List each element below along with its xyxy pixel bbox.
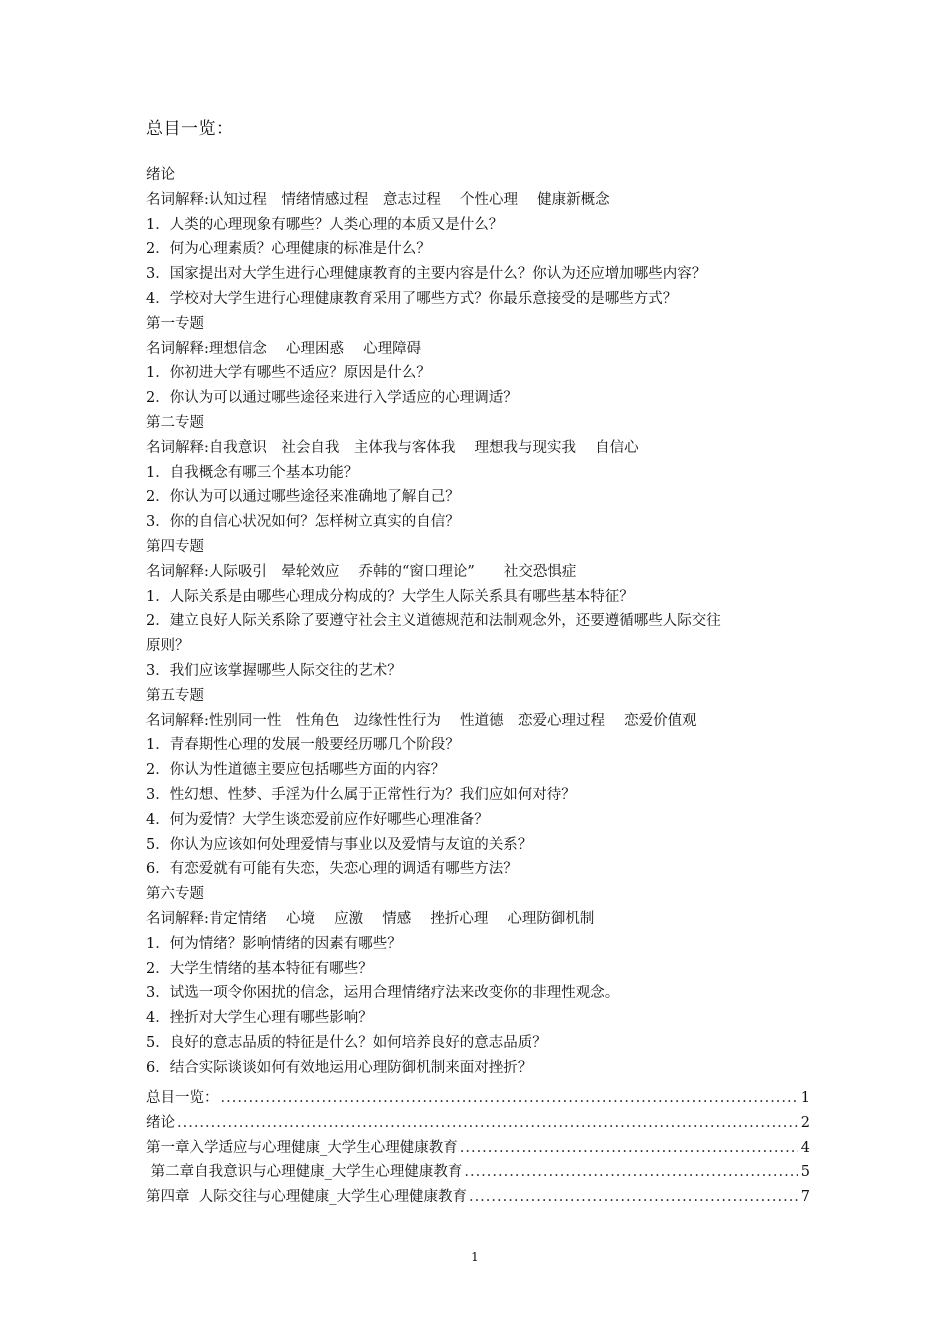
content-line: 3．你的自信心状况如何？怎样树立真实的自信？ <box>146 514 460 531</box>
content-line: 绪论 <box>146 167 175 183</box>
page-title: 总目一览： <box>146 119 234 139</box>
toc-dot-leader <box>177 1111 798 1136</box>
content-line: 第四专题 <box>146 538 204 555</box>
content-line: 名词解释:人际吸引 晕轮效应 乔韩的“窗口理论” 社交恐惧症 <box>146 563 577 580</box>
toc-dot-leader <box>221 1086 799 1111</box>
toc-dot-leader <box>469 1185 798 1210</box>
content-line: 6．结合实际谈谈如何有效地运用心理防御机制来面对挫折？ <box>146 1059 533 1076</box>
content-line: 3．我们应该掌握哪些人际交往的艺术？ <box>146 662 402 679</box>
page-number: 1 <box>471 1250 479 1264</box>
content-line: 1．你初进大学有哪些不适应？原因是什么？ <box>146 365 431 382</box>
toc-dot-leader <box>460 1136 798 1161</box>
content-line: 第二专题 <box>146 414 204 431</box>
content-line: 3．性幻想、性梦、手淫为什么属于正常性行为？我们应如何对待？ <box>146 786 576 803</box>
toc-entry-label: 总目一览： <box>146 1090 219 1106</box>
content-line: 名词解释:肯定情绪 心境 应激 情感 挫折心理 心理防御机制 <box>146 910 595 927</box>
toc-entry[interactable] <box>146 1111 810 1136</box>
toc-entry[interactable] <box>146 1185 810 1210</box>
content-line: 4．学校对大学生进行心理健康教育采用了哪些方式？你最乐意接受的是哪些方式？ <box>146 290 678 307</box>
content-line: 2．你认为性道德主要应包括哪些方面的内容？ <box>146 762 446 779</box>
content-line: 4．挫折对大学生心理有哪些影响？ <box>146 1010 373 1027</box>
content-line: 原则？ <box>146 638 190 655</box>
content-line: 5．良好的意志品质的特征是什么？如何培养良好的意志品质？ <box>146 1034 547 1051</box>
table-of-contents <box>146 1086 810 1210</box>
content-line: 2．你认为可以通过哪些途径来进行入学适应的心理调适？ <box>146 390 518 407</box>
content-line: 名词解释:认知过程 情绪情感过程 意志过程 个性心理 健康新概念 <box>146 191 610 208</box>
content-line: 6．有恋爱就有可能有失恋，失恋心理的调适有哪些方法？ <box>146 861 518 878</box>
content-line: 2．建立良好人际关系除了要遵守社会主义道德规范和法制观念外，还要遵循哪些人际交往 <box>146 613 721 630</box>
content-line: 4．何为爱情？大学生谈恋爱前应作好哪些心理准备？ <box>146 811 489 828</box>
toc-entry-page: 5 <box>800 1164 810 1181</box>
toc-entry-label: 第一章入学适应与心理健康_大学生心理健康教育 <box>146 1139 458 1156</box>
toc-entry[interactable] <box>146 1086 810 1111</box>
content-line: 第一专题 <box>146 315 204 332</box>
content-line: 3．试选一项令你困扰的信念，运用合理情绪疗法来改变你的非理性观念。 <box>146 985 620 1002</box>
toc-dot-leader <box>464 1160 798 1185</box>
content-line: 2．大学生情绪的基本特征有哪些？ <box>146 960 373 977</box>
content-line: 5．你认为应该如何处理爱情与事业以及爱情与友谊的关系？ <box>146 836 533 853</box>
content-line: 1．人类的心理现象有哪些？人类心理的本质又是什么？ <box>146 216 504 233</box>
toc-entry-label: 绪论 <box>146 1114 175 1131</box>
content-line: 名词解释:自我意识 社会自我 主体我与客体我 理想我与现实我 自信心 <box>146 439 639 456</box>
content-line: 名词解释:性别同一性 性角色 边缘性性行为 性道德 恋爱心理过程 恋爱价值观 <box>146 712 697 729</box>
toc-entry-page: 4 <box>800 1139 810 1156</box>
content-line: 名词解释:理想信念 心理困惑 心理障碍 <box>146 340 422 357</box>
toc-entry-label: 第四章 人际交往与心理健康_大学生心理健康教育 <box>146 1189 467 1206</box>
content-line: 1．青春期性心理的发展一般要经历哪几个阶段？ <box>146 737 460 754</box>
toc-entry-label: 第二章自我意识与心理健康_大学生心理健康教育 <box>146 1164 463 1181</box>
toc-entry[interactable] <box>146 1136 810 1161</box>
toc-entry[interactable] <box>146 1160 810 1185</box>
content-line: 第五专题 <box>146 687 204 704</box>
toc-entry-page: 1 <box>800 1090 810 1106</box>
content-line: 2．你认为可以通过哪些途径来准确地了解自己？ <box>146 489 460 506</box>
content-line: 1．自我概念有哪三个基本功能？ <box>146 464 359 481</box>
question-list <box>146 163 810 1080</box>
content-line: 1．人际关系是由哪些心理成分构成的？大学生人际关系具有哪些基本特征？ <box>146 588 634 605</box>
toc-entry-page: 7 <box>800 1189 810 1206</box>
toc-entry-page: 2 <box>800 1114 810 1131</box>
content-line: 第六专题 <box>146 886 204 903</box>
content-line: 1．何为情绪？影响情绪的因素有哪些？ <box>146 935 402 952</box>
content-line: 2．何为心理素质？心理健康的标准是什么？ <box>146 241 431 258</box>
content-line: 3．国家提出对大学生进行心理健康教育的主要内容是什么？你认为还应增加哪些内容？ <box>146 266 707 283</box>
